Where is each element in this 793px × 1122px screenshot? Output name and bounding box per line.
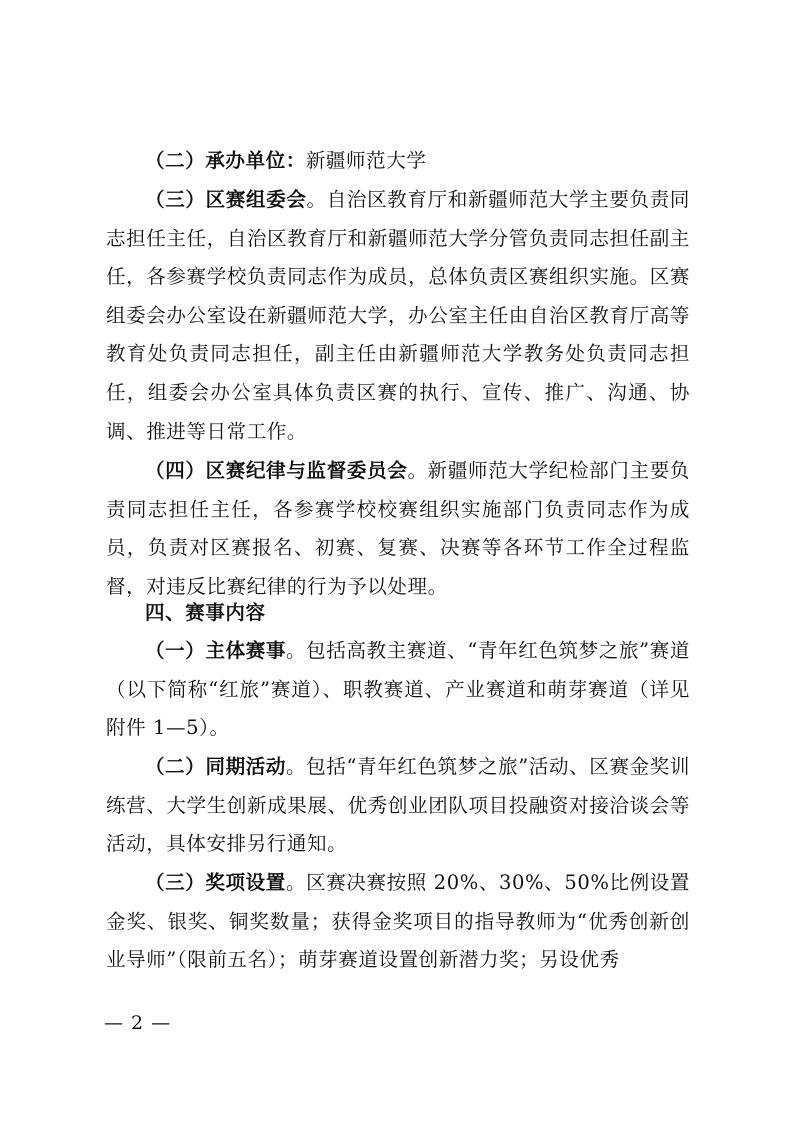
paragraph-text: 。包括“青年红色筑梦之旅”活动、区赛金奖训练营、大学生创新成果展、优秀创业团队项目投融资对接洽谈会等活动，具体安排另行通知。	[106, 755, 690, 856]
paragraph-text: 。包括高教主赛道、“青年红色筑梦之旅”赛道（以下简称“红旅”赛道）、职教赛道、产业赛道和萌芽赛道（详见附件 1—5）。	[106, 639, 690, 740]
paragraph-discipline-committee	[106, 452, 690, 606]
paragraph-lead: （二）承办单位：	[145, 149, 306, 172]
paragraph-lead: （二）同期活动	[145, 755, 287, 778]
paragraph-text: 。新疆师范大学纪检部门主要负责同志担任主任，各参赛学校校赛组织实施部门负责同志作为成员，负责对区赛报名、初赛、复赛、决赛等各环节工作全过程监督，对违反比赛纪律的行为予以处理。	[106, 459, 690, 598]
paragraph-awards	[106, 864, 690, 980]
paragraph-committee	[106, 181, 690, 451]
page-number: — 2 —	[104, 1012, 172, 1034]
paragraph-text: 新疆师范大学	[305, 149, 427, 172]
paragraph-lead: （三）奖项设置	[145, 871, 286, 894]
paragraph-main-events	[106, 632, 690, 748]
paragraph-lead: （四）区赛纪律与监督委员会	[145, 459, 408, 482]
paragraph-organizer	[106, 142, 690, 181]
paragraph-lead: （一）主体赛事	[145, 639, 287, 662]
section-heading: 四、赛事内容	[145, 601, 266, 624]
paragraph-lead: （三）区赛组委会	[145, 188, 307, 211]
paragraph-text: 。区赛决赛按照 20%、30%、50%比例设置金奖、银奖、铜奖数量；获得金奖项目的指导教师为“优秀创新创业导师”（限前五名）；萌芽赛道设置创新潜力奖；另设优秀	[106, 871, 690, 972]
paragraph-parallel-activities	[106, 748, 690, 864]
paragraph-text: 。自治区教育厅和新疆师范大学主要负责同志担任主任，自治区教育厅和新疆师范大学分管负责同志担任副主任，各参赛学校负责同志作为成员，总体负责区赛组织实施。区赛组委会办公室设在新疆师范大学，办公室主任由自治区教育厅高等教育处负责同志担任，副主任由新疆师范大学教务处负责同志担任，组委会办公室具体负责区赛的执行、宣传、推广、沟通、协调、推进等日常工作。	[106, 188, 690, 443]
